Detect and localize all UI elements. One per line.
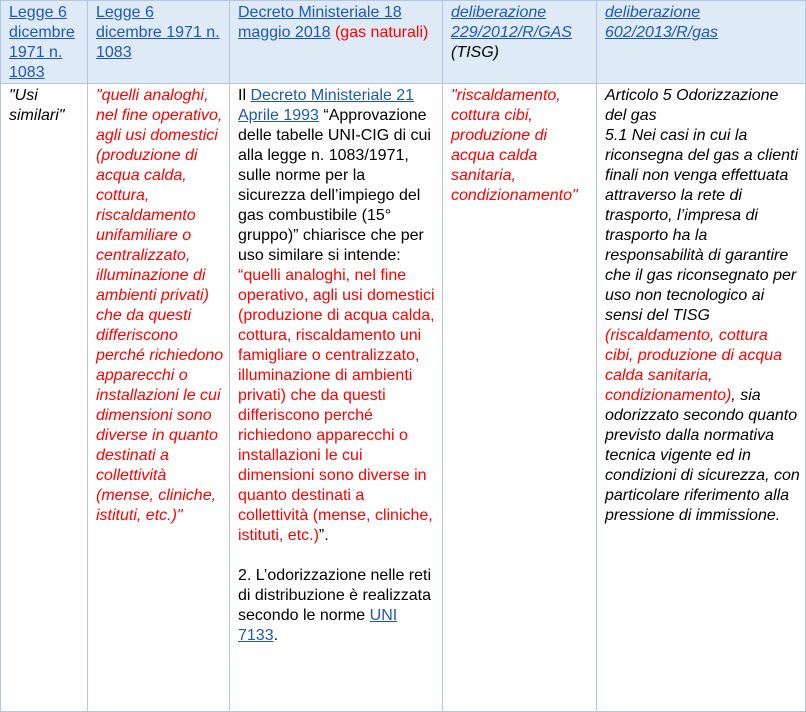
delib-229-link[interactable]: deliberazione 229/2012/R/GAS [451,4,572,41]
header-row [1,1,806,84]
uni-7133-link[interactable]: UNI 7133 [238,607,398,644]
content-row [1,84,806,712]
articolo-5-end: , sia odorizzato secondo quanto previsto dalla normativa tecnica vigente ed in condizioni di sicurezza, con particolare riferimento alla pressione di immissione. [605,387,800,524]
dm-paragraph-2 [238,566,437,646]
header-cell-delib-602 [597,1,806,84]
dm-1993-link[interactable]: Decreto Ministeriale 21 Aprile 1993 [238,87,415,124]
cell-delib-602-text [597,84,806,712]
tisg-note: (TISG) [451,44,499,61]
legge-1083-link-2[interactable]: Legge 6 dicembre 1971 n. 1083 [96,4,220,61]
articolo-5-body [605,126,800,526]
dm-quote-end: ”. [318,527,329,544]
dm-paragraph-1 [238,86,437,546]
gas-naturali-note: (gas naturali) [334,24,429,41]
delib-602-link[interactable]: deliberazione 602/2013/R/gas [605,4,718,41]
articolo-5-text: 5.1 Nei casi in cui la riconsegna del gas a clienti finali non venga effettuata attraverso la rete di trasporto, l’impresa di trasporto ha la responsabilità di garantire che il gas riconsegnato per uso non tecnologico ai sensi del TISG [605,127,799,324]
cell-legge-definition [88,84,230,712]
articolo-5-red-text: (riscaldamento, cottura cibi, produzione di acqua calda sanitaria, condizionamento) [605,327,783,404]
header-cell-delib-229 [443,1,597,84]
para2-end: . [273,627,279,644]
dm-intro: Il [238,87,246,104]
cell-delib-229-text [443,84,597,712]
delib-229-quote: "riscaldamento, cottura cibi, produzione di acqua calda sanitaria, condizionamento" [451,87,578,204]
legge-1083-link[interactable]: Legge 6 dicembre 1971 n. 1083 [9,4,75,81]
articolo-5-title: Articolo 5 Odorizzazione del gas [605,87,779,124]
dm-2018-link[interactable]: Decreto Ministeriale 18 maggio 2018 [238,4,402,41]
cell-dm-definition [230,84,443,712]
legge-definition-text: "quelli analoghi, nel fine operativo, agli usi domestici (produzione di acqua calda, cottura, riscaldamento unifamiliare o centralizzato, illuminazione di ambienti privati) che da questi differiscono perché richiedono apparecchi o installazioni le cui dimensioni sono diverse in quanto destinati a collettività (mense, cliniche, istituti, etc.)" [96,87,224,524]
cell-usi-similari [1,84,88,712]
dm-middle-text: “Approvazione delle tabelle UNI-CIG di cui alla legge n. 1083/1971, sulle norme per la sicurezza dell’impiego del gas combustibile (15° gruppo)” chiarisce che per uso similare si intende: [238,107,431,264]
header-cell-legge-1 [1,1,88,84]
odorizzazione-text: 2. L’odorizzazione nelle reti di distribuzione è realizzata secondo le norme [238,567,432,624]
usi-similari-text: "Usi similari" [9,87,65,124]
dm-quote-text: “quelli analoghi, nel fine operativo, agli usi domestici (produzione di acqua calda, cottura, riscaldamento uni famigliare o centralizzato, illuminazione di ambienti privati) che da questi differiscono perché richiedono apparecchi o installazioni le cui dimensioni sono diverse in quanto destinati a collettività (mense, cliniche, istituti, etc.) [238,267,435,544]
header-cell-dm-2018 [230,1,443,84]
header-cell-legge-2 [88,1,230,84]
